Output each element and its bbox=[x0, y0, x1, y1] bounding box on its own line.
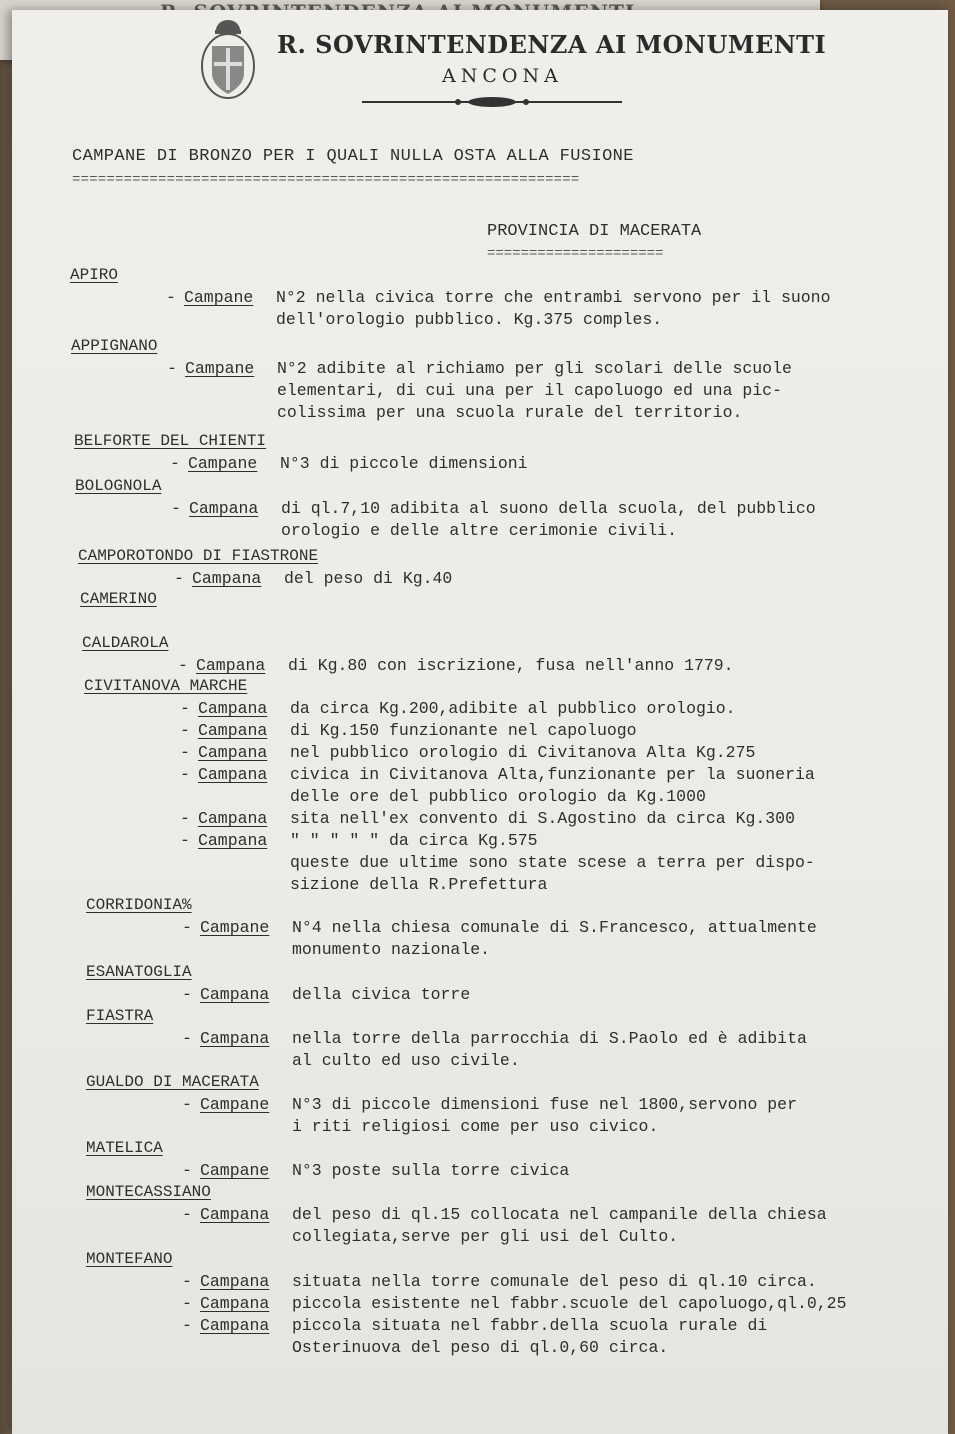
bell-description-line: situata nella torre comunale del peso di ql.10 circa. bbox=[292, 1272, 817, 1291]
town-name: MONTECASSIANO bbox=[86, 1183, 211, 1201]
entry-dash: - bbox=[182, 1316, 192, 1335]
bell-type-label: Campana bbox=[200, 1205, 270, 1224]
bell-description-line: N°3 di piccole dimensioni bbox=[280, 454, 528, 473]
province-heading: PROVINCIA DI MACERATA bbox=[487, 222, 702, 241]
bell-type-label: Campane bbox=[184, 288, 254, 307]
town-name: APIRO bbox=[70, 266, 119, 284]
bell-description-line: queste due ultime sono state scese a terra per dispo- bbox=[290, 853, 815, 872]
bell-description-line: del peso di ql.15 collocata nel campanile della chiesa bbox=[292, 1205, 827, 1224]
bell-description-line: Osterinuova del peso di ql.0,60 circa. bbox=[292, 1338, 669, 1357]
bell-entry bbox=[174, 569, 942, 591]
bell-description-line: sizione della R.Prefettura bbox=[290, 875, 548, 894]
bell-description-line: di Kg.150 funzionante nel capoluogo bbox=[290, 721, 637, 740]
bell-entry bbox=[182, 1294, 942, 1316]
town-name: FIASTRA bbox=[86, 1007, 154, 1025]
bell-type-label: Campane bbox=[200, 1161, 270, 1180]
entry-dash: - bbox=[182, 1205, 192, 1224]
town-name: CAMPOROTONDO DI FIASTRONE bbox=[78, 547, 319, 565]
bell-entry bbox=[171, 499, 942, 543]
bell-description-line: del peso di Kg.40 bbox=[284, 569, 453, 588]
bell-description-line: N°2 nella civica torre che entrambi servono per il suono bbox=[276, 288, 831, 307]
bell-entry bbox=[178, 656, 942, 678]
bell-entry bbox=[180, 809, 942, 831]
bell-description-line: dell'orologio pubblico. Kg.375 comples. bbox=[276, 310, 663, 329]
bell-description-line: N°3 poste sulla torre civica bbox=[292, 1161, 570, 1180]
town-name: ESANATOGLIA bbox=[86, 963, 192, 981]
entry-dash: - bbox=[166, 288, 176, 307]
bell-entry bbox=[180, 721, 942, 743]
entry-dash: - bbox=[180, 743, 190, 762]
entry-dash: - bbox=[171, 499, 181, 518]
bell-entry bbox=[180, 831, 942, 897]
bell-description-line: elementari, di cui una per il capoluogo ed una pic- bbox=[277, 381, 782, 400]
bell-entry bbox=[182, 918, 942, 962]
bell-entry bbox=[180, 765, 942, 809]
document-heading: CAMPANE DI BRONZO PER I QUALI NULLA OSTA ALLA FUSIONE bbox=[72, 147, 634, 166]
bell-type-label: Campana bbox=[200, 1294, 270, 1313]
bell-type-label: Campana bbox=[198, 765, 268, 784]
province-rule: ===================== bbox=[487, 246, 664, 262]
town-name: CAMERINO bbox=[80, 590, 157, 608]
entry-dash: - bbox=[180, 809, 190, 828]
bell-entry bbox=[182, 1316, 942, 1360]
bell-type-label: Campana bbox=[189, 499, 259, 518]
bell-type-label: Campana bbox=[198, 831, 268, 850]
town-name: BELFORTE DEL CHIENTI bbox=[74, 432, 267, 450]
entry-dash: - bbox=[180, 699, 190, 718]
entry-dash: - bbox=[178, 656, 188, 675]
bell-type-label: Campane bbox=[188, 454, 258, 473]
bell-type-label: Campana bbox=[200, 1316, 270, 1335]
town-name: GUALDO DI MACERATA bbox=[86, 1073, 259, 1091]
bell-entry bbox=[166, 288, 942, 332]
bell-entry bbox=[182, 1161, 942, 1183]
bell-description-line: i riti religiosi come per uso civico. bbox=[292, 1117, 659, 1136]
bell-type-label: Campane bbox=[200, 1095, 270, 1114]
bell-description-line: delle ore del pubblico orologio da Kg.1000 bbox=[290, 787, 706, 806]
entry-dash: - bbox=[182, 985, 192, 1004]
town-name: APPIGNANO bbox=[71, 337, 158, 355]
town-name: CORRIDONIA% bbox=[86, 896, 192, 914]
entry-dash: - bbox=[167, 359, 177, 378]
bell-type-label: Campana bbox=[200, 1272, 270, 1291]
entry-dash: - bbox=[182, 1095, 192, 1114]
bell-entry bbox=[167, 359, 942, 425]
bell-entry bbox=[182, 985, 942, 1007]
bell-type-label: Campana bbox=[192, 569, 262, 588]
entry-dash: - bbox=[174, 569, 184, 588]
entry-dash: - bbox=[182, 918, 192, 937]
bell-type-label: Campana bbox=[196, 656, 266, 675]
bell-description-line: nel pubblico orologio di Civitanova Alta Kg.275 bbox=[290, 743, 756, 762]
bell-description-line: piccola situata nel fabbr.della scuola rurale di bbox=[292, 1316, 768, 1335]
bell-type-label: Campana bbox=[198, 699, 268, 718]
bell-entry bbox=[180, 743, 942, 765]
bell-entry bbox=[170, 454, 942, 476]
bell-entry bbox=[182, 1205, 942, 1249]
bell-type-label: Campana bbox=[198, 809, 268, 828]
bell-type-label: Campana bbox=[200, 985, 270, 1004]
bell-description-line: di ql.7,10 adibita al suono della scuola, del pubblico bbox=[281, 499, 816, 518]
entry-dash: - bbox=[182, 1294, 192, 1313]
bell-description-line: civica in Civitanova Alta,funzionante per la suoneria bbox=[290, 765, 815, 784]
bell-description-line: monumento nazionale. bbox=[292, 940, 491, 959]
bell-description-line: N°2 adibite al richiamo per gli scolari delle scuole bbox=[277, 359, 792, 378]
entry-dash: - bbox=[180, 831, 190, 850]
entry-dash: - bbox=[182, 1272, 192, 1291]
entry-dash: - bbox=[182, 1161, 192, 1180]
letterhead-title: R. SOVRINTENDENZA AI MONUMENTI bbox=[277, 30, 827, 59]
bell-description-line: da circa Kg.200,adibite al pubblico orologio. bbox=[290, 699, 736, 718]
town-name: CALDAROLA bbox=[82, 634, 169, 652]
bell-type-label: Campana bbox=[198, 721, 268, 740]
coat-of-arms-seal bbox=[198, 16, 258, 106]
ornamental-rule bbox=[362, 96, 622, 108]
bell-description-line: colissima per una scuola rurale del territorio. bbox=[277, 403, 743, 422]
bell-description-line: al culto ed uso civile. bbox=[292, 1051, 520, 1070]
heading-rule: =========================================================== bbox=[72, 172, 580, 188]
bell-type-label: Campane bbox=[185, 359, 255, 378]
town-name: MATELICA bbox=[86, 1139, 163, 1157]
bell-description-line: nella torre della parrocchia di S.Paolo ed è adibita bbox=[292, 1029, 807, 1048]
bell-entry bbox=[182, 1095, 942, 1139]
document-page bbox=[12, 10, 948, 1434]
bell-entry bbox=[180, 699, 942, 721]
letterhead-city: ANCONA bbox=[442, 65, 563, 87]
town-name: MONTEFANO bbox=[86, 1250, 173, 1268]
town-name: CIVITANOVA MARCHE bbox=[84, 677, 248, 695]
entry-dash: - bbox=[170, 454, 180, 473]
bell-entry bbox=[182, 1029, 942, 1073]
bell-description-line: N°4 nella chiesa comunale di S.Francesco, attualmente bbox=[292, 918, 817, 937]
bell-entry bbox=[182, 1272, 942, 1294]
bell-description-line: sita nell'ex convento di S.Agostino da circa Kg.300 bbox=[290, 809, 795, 828]
bell-description-line: della civica torre bbox=[292, 985, 471, 1004]
entry-dash: - bbox=[180, 765, 190, 784]
town-name: BOLOGNOLA bbox=[75, 477, 162, 495]
bell-description-line: di Kg.80 con iscrizione, fusa nell'anno 1779. bbox=[288, 656, 734, 675]
bell-description-line: piccola esistente nel fabbr.scuole del capoluogo,ql.0,25 bbox=[292, 1294, 847, 1313]
bell-description-line: " " " " " da circa Kg.575 bbox=[290, 831, 538, 850]
bell-description-line: collegiata,serve per gli usi del Culto. bbox=[292, 1227, 679, 1246]
entry-dash: - bbox=[182, 1029, 192, 1048]
entry-dash: - bbox=[180, 721, 190, 740]
bell-description-line: N°3 di piccole dimensioni fuse nel 1800,servono per bbox=[292, 1095, 797, 1114]
bell-type-label: Campana bbox=[200, 1029, 270, 1048]
bell-type-label: Campane bbox=[200, 918, 270, 937]
bell-description-line: orologio e delle altre cerimonie civili. bbox=[281, 521, 678, 540]
bell-type-label: Campana bbox=[198, 743, 268, 762]
